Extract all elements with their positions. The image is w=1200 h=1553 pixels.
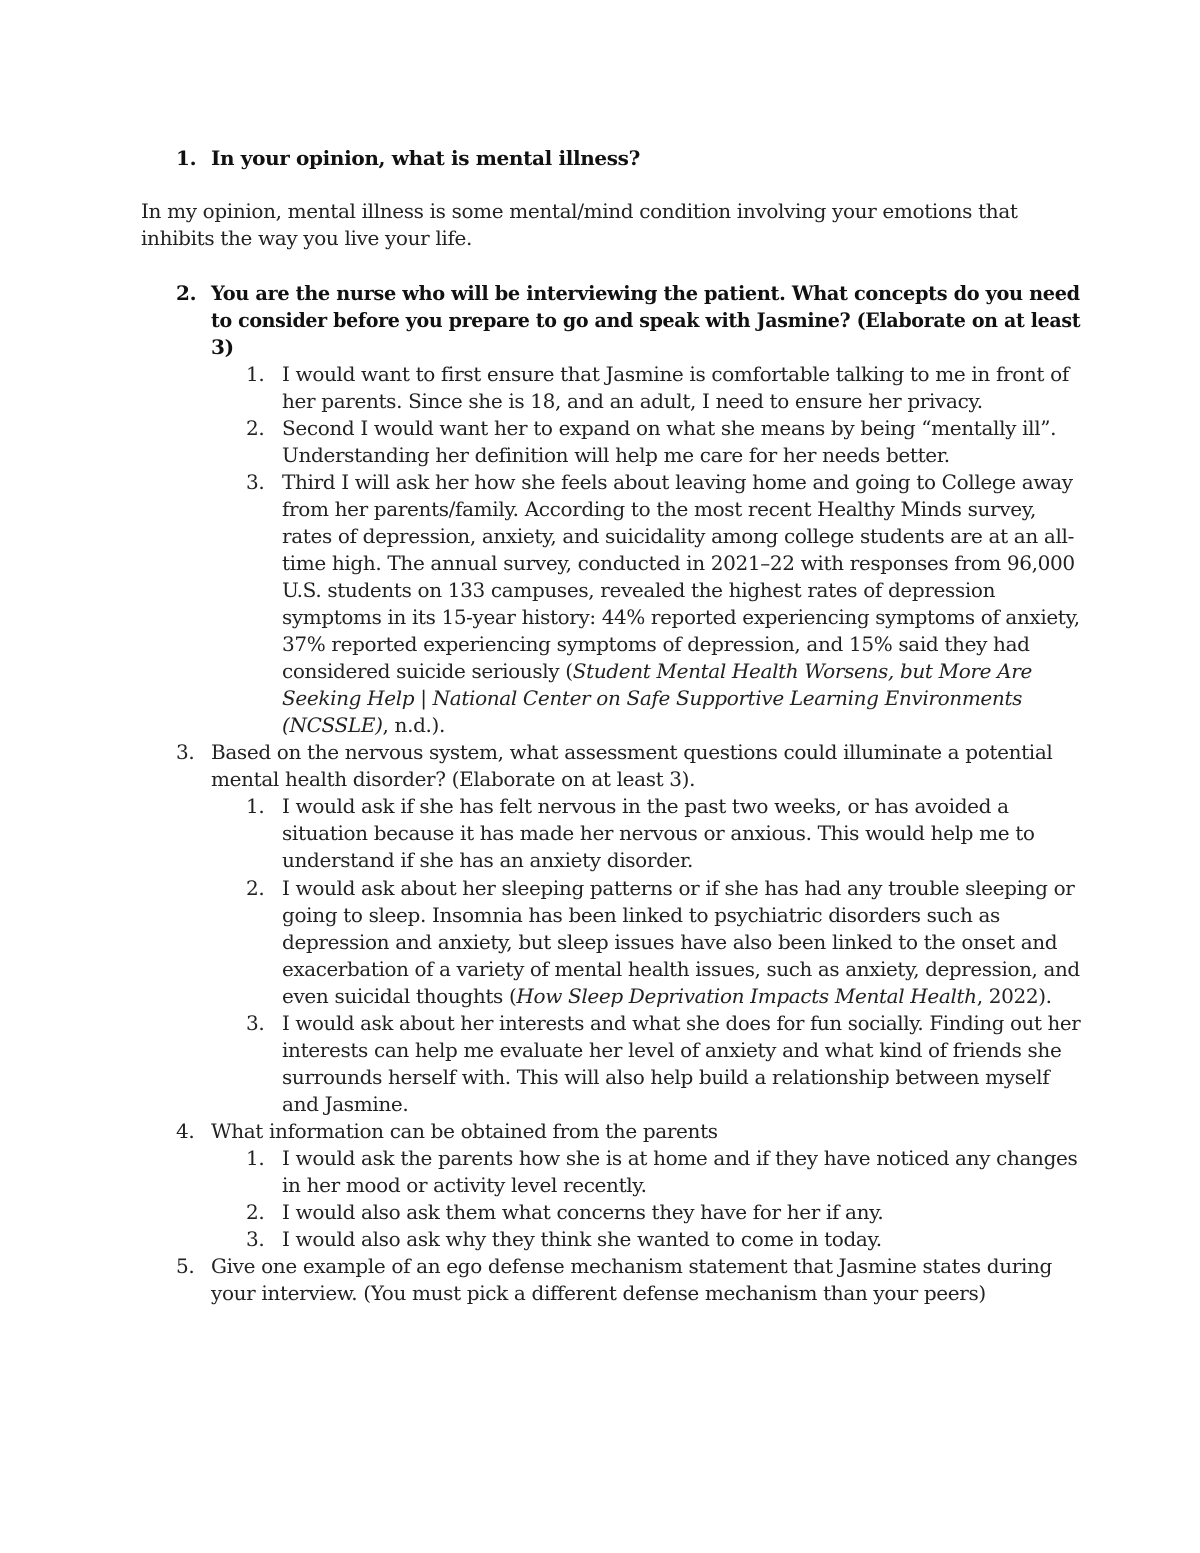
q2-item-number: 2.	[246, 416, 265, 440]
citation-title: Student Mental Health Worsens, but More Are	[572, 659, 1032, 683]
q4-number: 4.	[176, 1119, 195, 1143]
q5-question-line: your interview. (You must pick a different defense mechanism than your peers)	[211, 1281, 986, 1305]
q3-item-number: 1.	[246, 794, 265, 818]
q3-item-number: 3.	[246, 1011, 265, 1035]
q4-item-number: 2.	[246, 1200, 265, 1224]
citation-title: (NCSSLE)	[282, 713, 383, 737]
q4-item-number: 3.	[246, 1227, 265, 1251]
q2-question-line: You are the nurse who will be interviewing the patient. What concepts do you need	[211, 281, 1080, 305]
q1-answer-line: In my opinion, mental illness is some mental/mind condition involving your emotions that	[141, 199, 1018, 223]
q2-item-line: I would want to first ensure that Jasmine is comfortable talking to me in front of	[282, 362, 1069, 386]
q2-item-number: 1.	[246, 362, 265, 386]
citation-suffix: , 2022).	[976, 984, 1052, 1008]
q2-item-line: Understanding her definition will help me care for her needs better.	[282, 443, 950, 467]
q4-item-line: I would ask the parents how she is at home and if they have noticed any changes	[282, 1146, 1078, 1170]
q2-item-line: Third I will ask her how she feels about leaving home and going to College away	[282, 470, 1073, 494]
q1-answer-line: inhibits the way you live your life.	[141, 226, 473, 250]
citation-suffix: , n.d.).	[382, 713, 446, 737]
q3-item-line: depression and anxiety, but sleep issues have also been linked to the onset and	[282, 930, 1058, 954]
q2-item-line: her parents. Since she is 18, and an adult, I need to ensure her privacy.	[282, 389, 983, 413]
q3-item-line: I would ask about her interests and what she does for fun socially. Finding out her	[282, 1011, 1081, 1035]
q4-question: What information can be obtained from the parents	[211, 1119, 718, 1143]
q3-item-number: 2.	[246, 876, 265, 900]
q2-question-line: to consider before you prepare to go and speak with Jasmine? (Elaborate on at least	[211, 308, 1081, 332]
citation-prefix: even suicidal thoughts (	[282, 984, 517, 1008]
q3-item-line: understand if she has an anxiety disorder.	[282, 848, 694, 872]
q4-item-line: I would also ask them what concerns they have for her if any.	[282, 1200, 884, 1224]
q5-number: 5.	[176, 1254, 195, 1278]
q2-item-line: Second I would want her to expand on what she means by being “mentally ill”.	[282, 416, 1057, 440]
q4-item-line: I would also ask why they think she wanted to come in today.	[282, 1227, 882, 1251]
q2-citation-line	[282, 658, 1032, 685]
q2-citation-line: Seeking Help | National Center on Safe Supportive Learning Environments	[282, 686, 1023, 710]
q3-item-line: situation because it has made her nervous or anxious. This would help me to	[282, 821, 1035, 845]
q3-item-line: I would ask if she has felt nervous in the past two weeks, or has avoided a	[282, 794, 1009, 818]
q3-question-line: mental health disorder? (Elaborate on at least 3).	[211, 767, 696, 791]
q2-item-line: from her parents/family. According to the most recent Healthy Minds survey,	[282, 497, 1036, 521]
q3-item-line: and Jasmine.	[282, 1092, 409, 1116]
citation-title: How Sleep Deprivation Impacts Mental Health	[516, 984, 977, 1008]
q3-number: 3.	[176, 740, 195, 764]
q2-number: 2.	[176, 281, 197, 305]
q2-item-line: time high. The annual survey, conducted in 2021–22 with responses from 96,000	[282, 551, 1075, 575]
q2-item-line: rates of depression, anxiety, and suicidality among college students are at an all-	[282, 524, 1074, 548]
q3-item-line: I would ask about her sleeping patterns or if she has had any trouble sleeping or	[282, 876, 1075, 900]
q1-question: In your opinion, what is mental illness?	[211, 146, 640, 170]
q3-citation-line	[282, 983, 1052, 1010]
q4-item-number: 1.	[246, 1146, 265, 1170]
q1-number: 1.	[176, 146, 197, 170]
q2-question-line: 3)	[211, 335, 234, 359]
q5-question-line: Give one example of an ego defense mechanism statement that Jasmine states during	[211, 1254, 1053, 1278]
q2-citation-line	[282, 712, 445, 739]
q2-item-line: 37% reported experiencing symptoms of depression, and 15% said they had	[282, 632, 1030, 656]
q3-item-line: going to sleep. Insomnia has been linked to psychiatric disorders such as	[282, 903, 1000, 927]
q2-item-line: U.S. students on 133 campuses, revealed the highest rates of depression	[282, 578, 996, 602]
citation-prefix: considered suicide seriously (	[282, 659, 573, 683]
q2-item-line: symptoms in its 15-year history: 44% reported experiencing symptoms of anxiety,	[282, 605, 1080, 629]
q3-question-line: Based on the nervous system, what assessment questions could illuminate a potential	[211, 740, 1053, 764]
q3-item-line: exacerbation of a variety of mental health issues, such as anxiety, depression, and	[282, 957, 1080, 981]
q4-item-line: in her mood or activity level recently.	[282, 1173, 647, 1197]
q2-item-number: 3.	[246, 470, 265, 494]
q3-item-line: surrounds herself with. This will also help build a relationship between myself	[282, 1065, 1050, 1089]
q3-item-line: interests can help me evaluate her level of anxiety and what kind of friends she	[282, 1038, 1062, 1062]
